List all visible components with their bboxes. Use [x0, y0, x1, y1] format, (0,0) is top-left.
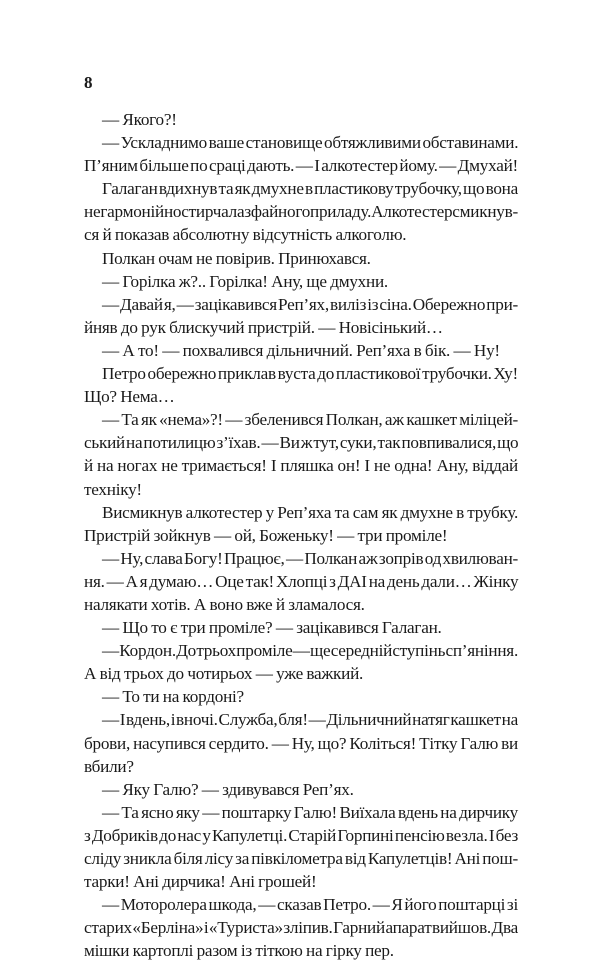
text-line: й на ногах не тримається! І пляшка он! І не одна! Ану, віддай	[84, 456, 518, 476]
text-line: Пристрій зойкнув — ой, Боженьку! — три проміле!	[84, 525, 448, 545]
text-line: П’яним більше по сраці дають. — І алкотестер йому. — Дмухай!	[84, 156, 518, 176]
text-line: з Добриків до нас у Капулетці. Старій Горпині пенсію везла. І без	[84, 825, 518, 845]
text-line: — Давай я, — зацікавився Реп’ях, виліз із сіна. Обережно при-	[102, 294, 518, 314]
text-line: налякати хотів. А воно вже й зламалося.	[84, 594, 365, 614]
text-line: Полкан очам не повірив. Принюхався.	[102, 248, 371, 268]
text-line: — Яку Галю? — здивувався Реп’ях.	[102, 779, 354, 799]
text-line: А від трьох до чотирьох — уже важкий.	[84, 664, 364, 684]
text-line: техніку!	[84, 479, 142, 499]
body-text	[84, 108, 518, 962]
text-line: — Ну, слава Богу! Працює, — Полкан аж зопрів од хвилюван-	[102, 548, 518, 568]
text-line: Галаган вдихнув та як дмухне в пластикову трубочку, що вона	[102, 179, 518, 199]
text-line: негармонійно стирчала з файного приладу. Алкотестер смикнув-	[84, 202, 518, 222]
text-line: ський на потилицю з’їхав. — Ви ж тут, суки, так повпивалися, що	[84, 433, 519, 453]
text-line: — Моторолера шкода, — сказав Петро. — Я його поштарці зі	[102, 895, 518, 915]
text-line: — Та як «нема»?! — збеленився Полкан, аж кашкет міліцей-	[102, 410, 518, 430]
text-line: старих «Берліна» і «Туриста» зліпив. Гарний апарат вийшов. Два	[84, 918, 518, 938]
text-line: — Та ясно яку — поштарку Галю! Виїхала вдень на дирчику	[102, 802, 518, 822]
text-line: — Кордон. До трьох проміле — ще середній ступінь сп’яніння.	[102, 641, 518, 661]
text-line: тарки! Ані дирчика! Ані грошей!	[84, 872, 317, 892]
text-line: ня. — А я думаю… Оце так! Хлопці з ДАІ на день дали… Жінку	[84, 571, 519, 591]
text-line: — Ускладнимо ваше становище обтяжливими обставинами.	[102, 133, 519, 153]
text-line: брови, насупився сердито. — Ну, що? Коліться! Тітку Галю ви	[84, 733, 518, 753]
text-line: ся й показав абсолютну відсутність алкоголю.	[84, 225, 407, 245]
text-line: Висмикнув алкотестер у Реп’яха та сам як дмухне в трубку.	[102, 502, 518, 522]
text-line: — А то! — похвалився дільничний. Реп’яха в бік. — Ну!	[102, 340, 500, 360]
text-line: — То ти на кордоні?	[102, 687, 244, 707]
text-line: — Що то є три проміле? — зацікавився Галаган.	[102, 618, 442, 638]
text-line: йняв до рук блискучий пристрій. — Новісінький…	[84, 317, 443, 337]
text-line: — І вдень, і вночі. Служба, бля! — Дільничний натяг кашкет на	[102, 710, 518, 730]
text-line: Петро обережно приклав вуста до пластикової трубочки. Ху!	[102, 364, 518, 384]
text-line: — Якого?!	[102, 110, 177, 129]
text-line: сліду зникла біля лісу за півкілометра від Капулетців! Ані пош-	[84, 849, 518, 868]
text-line: мішки картоплі разом із тіткою на гірку пер.	[84, 941, 394, 961]
page-number: 8	[84, 73, 93, 92]
text-line: — Горілка ж?.. Горілка! Ану, ще дмухни.	[102, 271, 388, 291]
text-line: Що? Нема…	[84, 387, 175, 407]
text-line: вбили?	[84, 756, 134, 776]
